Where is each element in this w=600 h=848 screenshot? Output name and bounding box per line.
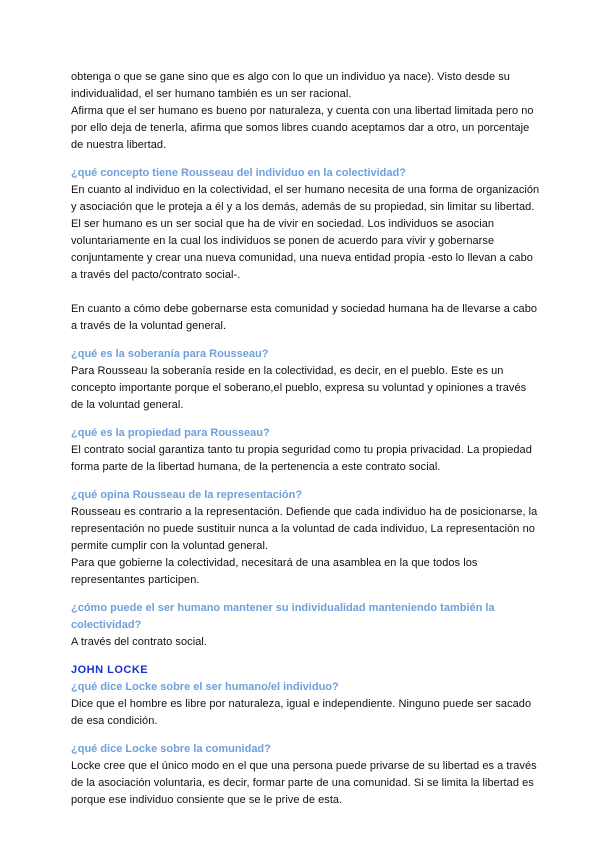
question-locke-comunidad: ¿qué dice Locke sobre la comunidad? [71, 743, 271, 755]
answer-rousseau-propiedad: El contrato social garantiza tanto tu propia seguridad como tu propia privacidad. La propiedad forma parte de la libertad humana, de la pertenencia a este contrato social. [71, 444, 532, 473]
intro-paragraph-2: Afirma que el ser humano es bueno por naturaleza, y cuenta con una libertad limitada pero no por ello deja de tenerla, afirma que somos libres cuando aceptamos dar a otro, un porcentaje de nuestra libertad. [71, 105, 534, 151]
answer-locke-individuo: Dice que el hombre es libre por naturaleza, igual e independiente. Ninguno puede ser sacado de esa condición. [71, 698, 532, 727]
question-rousseau-propiedad: ¿qué es la propiedad para Rousseau? [71, 427, 270, 439]
question-locke-individuo: ¿qué dice Locke sobre el ser humano/el individuo? [71, 681, 339, 693]
question-rousseau-individuo: ¿qué concepto tiene Rousseau del individuo en la colectividad? [71, 167, 406, 179]
answer-rousseau-individualidad: A través del contrato social. [71, 636, 207, 648]
question-rousseau-soberania: ¿qué es la soberanía para Rousseau? [71, 348, 269, 360]
answer-locke-comunidad: Locke cree que el único modo en el que una persona puede privarse de su libertad es a través de la asociación voluntaria, es decir, formar parte de una comunidad. Si se limita la libertad es porque ese individuo consiente que se le prive de esta. [71, 760, 537, 806]
answer-rousseau-representacion-2: Para que gobierne la colectividad, necesitará de una asamblea en la que todos los representantes participen. [71, 557, 478, 586]
intro-paragraph-1: obtenga o que se gane sino que es algo con lo que un individuo ya nace). Visto desde su individualidad, el ser humano también es un ser racional. [71, 71, 510, 100]
answer-rousseau-representacion-1: Rousseau es contrario a la representación. Defiende que cada individuo ha de posicionarse, la representación no puede sustituir nunca a la voluntad de cada individuo, La representación no permite cumplir con la voluntad general. [71, 506, 538, 552]
section-heading-john-locke: JOHN LOCKE [71, 664, 149, 676]
answer-rousseau-individuo-2: En cuanto a cómo debe gobernarse esta comunidad y sociedad humana ha de llevarse a cabo a través de la voluntad general. [71, 303, 538, 332]
answer-rousseau-soberania: Para Rousseau la soberanía reside en la colectividad, es decir, en el pueblo. Este es un concepto importante porque el soberano,el pueblo, expresa su voluntad y opiniones a través de la voluntad general. [71, 365, 527, 411]
answer-rousseau-individuo-1: En cuanto al individuo en la colectividad, el ser humano necesita de una forma de organización y asociación que le proteja a él y a los demás, además de su propiedad, sin limitar su libertad. El ser humano es un ser social que ha de vivir en sociedad. Los individuos se asocian voluntariamente en la cual los individuos se ponen de acuerdo para vivir y gobernarse conjuntamente y crear una nueva comunidad, una nueva entidad propia -esto lo llevan a cabo a través del pacto/contrato social-. [71, 184, 540, 281]
question-rousseau-representacion: ¿qué opina Rousseau de la representación? [71, 489, 303, 501]
question-rousseau-individualidad: ¿cómo puede el ser humano mantener su individualidad manteniendo también la colectividad? [71, 602, 495, 631]
